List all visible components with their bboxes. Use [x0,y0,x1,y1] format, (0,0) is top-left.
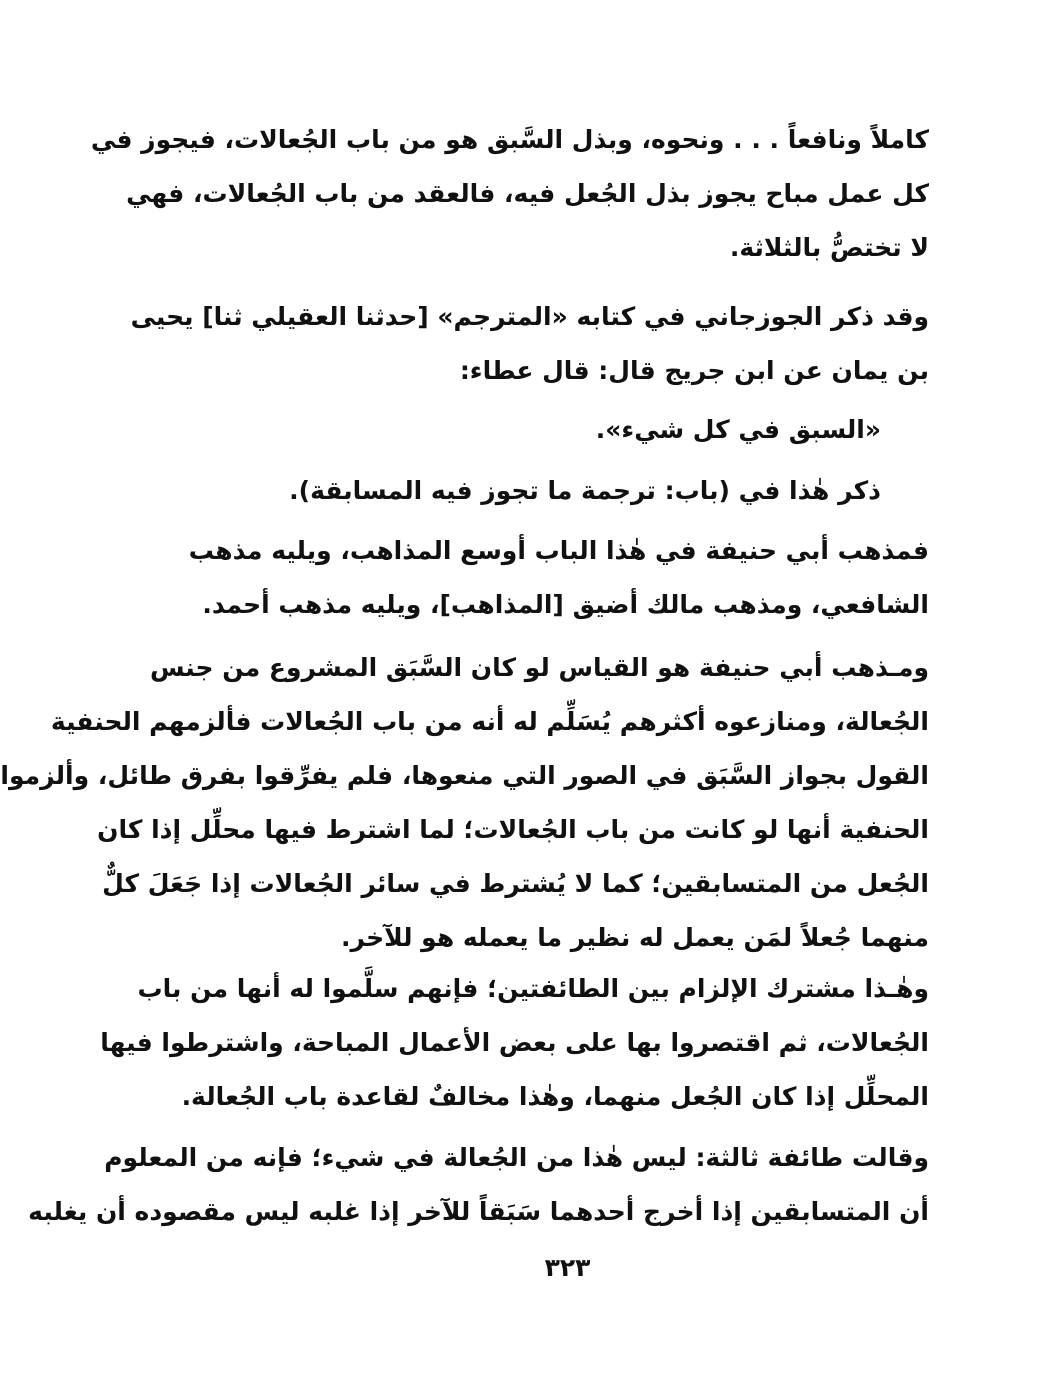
paragraph-8 [28,1131,929,1239]
text-line: وقد ذكر الجوزجاني في كتابه «المترجم» [حدثنا العقيلي ثنا] يحيى [130,302,929,331]
text-line: «السبق في كل شيء». [595,415,881,444]
text-line: الشافعي، ومذهب مالك أضيق [المذاهب]، ويليه مذهب أحمد. [202,590,929,619]
text-line: الجُعل من المتسابقين؛ كما لا يُشترط في سائر الجُعالات إذا جَعَلَ كلٌّ [102,869,929,898]
text-line: كل عمل مباح يجوز بذل الجُعل فيه، فالعقد من باب الجُعالات، فهي [126,179,929,208]
text-line: أن المتسابقين إذا أخرج أحدهما سَبَقاً للآخر إذا غلبه ليس مقصوده أن يغلبه [28,1197,929,1226]
paragraph-5 [188,524,929,632]
paragraph-2 [130,290,929,398]
paragraph-4 [208,464,929,518]
text-line: ومـذهب أبي حنيفة هو القياس لو كان السَّبَق المشروع من جنس [149,653,929,682]
text-line: ذكر هٰذا في (باب: ترجمة ما تجوز فيه المسابقة). [289,476,881,505]
text-line: القول بجواز السَّبَق في الصور التي منعوها، فلم يفرِّقوا بفرق طائل، وألزموا [0,761,929,790]
text-line: وهٰـذا مشترك الإلزام بين الطائفتين؛ فإنهم سلَّموا له أنها من باب [137,974,929,1003]
text-line: فمذهب أبي حنيفة في هٰذا الباب أوسع المذاهب، ويليه مذهب [188,536,929,565]
paragraph-6 [0,641,929,965]
quote-paragraph [208,403,929,457]
text-line: بن يمان عن ابن جريج قال: قال عطاء: [459,356,929,385]
text-line: لا تختصُّ بالثلاثة. [729,233,929,262]
text-line: الحنفية أنها لو كانت من باب الجُعالات؛ لما اشترط فيها محلِّل إذا كان [97,815,929,844]
paragraph-7 [100,962,929,1124]
text-line: الجُعالة، ومنازعوه أكثرهم يُسَلِّم له أنه من باب الجُعالات فألزمهم الحنفية [50,707,929,736]
text-line: الجُعالات، ثم اقتصروا بها على بعض الأعمال المباحة، واشترطوا فيها [100,1028,929,1057]
page-number: ٣٢٣ [544,1253,591,1282]
paragraph-1 [90,113,929,275]
text-line: وقالت طائفة ثالثة: ليس هٰذا من الجُعالة في شيء؛ فإنه من المعلوم [104,1143,929,1172]
text-line: كاملاً ونافعاً . . . ونحوه، وبذل السَّبق هو من باب الجُعالات، فيجوز في [90,125,929,154]
text-line: المحلِّل إذا كان الجُعل منهما، وهٰذا مخالفٌ لقاعدة باب الجُعالة. [181,1082,929,1111]
text-line: منهما جُعلاً لمَن يعمل له نظير ما يعمله هو للآخر. [341,923,929,952]
